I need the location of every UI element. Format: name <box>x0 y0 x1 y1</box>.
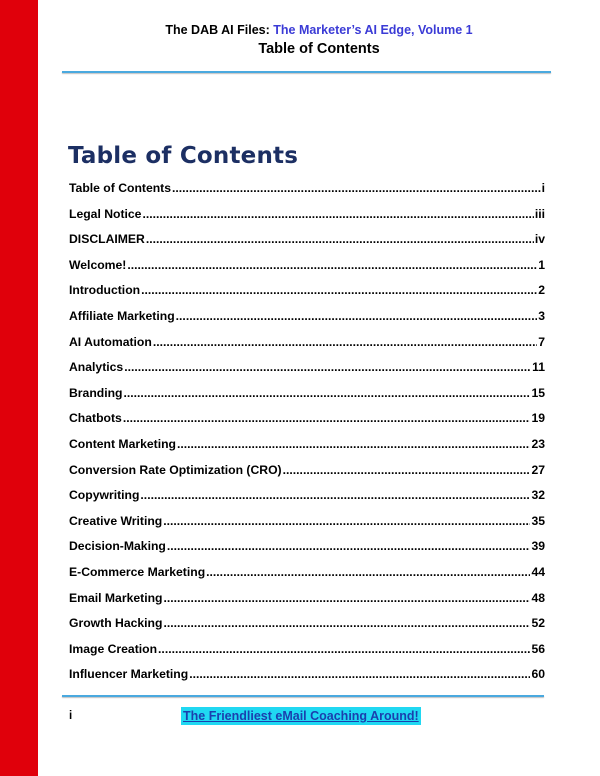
toc-dot-leader <box>141 283 537 297</box>
toc-entry[interactable] <box>69 207 545 233</box>
toc-entry-title: Affiliate Marketing <box>69 308 175 323</box>
toc-entry-page: 56 <box>531 641 545 656</box>
toc-entry[interactable] <box>69 386 545 412</box>
toc-entry[interactable] <box>69 335 545 361</box>
page-header <box>38 22 600 58</box>
toc-dot-leader <box>124 386 531 400</box>
toc-dot-leader <box>158 642 530 656</box>
toc-entry-page: 2 <box>538 283 545 298</box>
toc-entry-title: DISCLAIMER <box>69 232 145 247</box>
toc-entry-title: Email Marketing <box>69 590 163 605</box>
toc-dot-leader <box>123 411 531 425</box>
toc-entry-title: Copywriting <box>69 488 140 503</box>
toc-dot-leader <box>177 437 530 451</box>
toc-entry[interactable] <box>69 667 545 693</box>
toc-entry[interactable] <box>69 258 545 284</box>
header-rule <box>62 71 551 73</box>
toc-dot-leader <box>140 488 530 502</box>
toc-entry[interactable] <box>69 360 545 386</box>
toc-entry-title: Growth Hacking <box>69 616 163 631</box>
toc-entry-title: Legal Notice <box>69 206 142 221</box>
footer-page-number: i <box>69 710 73 722</box>
toc-entry-page: 23 <box>531 436 545 451</box>
toc-entry-title: Chatbots <box>69 411 122 426</box>
document-title-volume: The Marketer’s AI Edge, Volume 1 <box>273 23 473 37</box>
toc-entry-title: Image Creation <box>69 641 158 656</box>
toc-entry-title: Table of Contents <box>69 181 172 195</box>
toc-entry[interactable] <box>69 488 545 514</box>
toc-dot-leader <box>124 360 531 374</box>
toc-dot-leader <box>127 258 537 272</box>
toc-entry[interactable] <box>69 514 545 540</box>
header-subtitle: Table of Contents <box>258 41 380 57</box>
left-red-bar <box>0 0 38 776</box>
toc-dot-leader <box>142 207 533 221</box>
toc-entry-title: Influencer Marketing <box>69 667 189 682</box>
toc-entry[interactable] <box>69 591 545 617</box>
toc-entry-page: 1 <box>538 257 545 272</box>
toc-entry[interactable] <box>69 437 545 463</box>
toc-dot-leader <box>189 667 530 681</box>
footer-rule <box>62 695 544 697</box>
toc-entry[interactable] <box>69 181 545 207</box>
toc-entry-page: 48 <box>531 590 545 605</box>
toc-entry[interactable] <box>69 411 545 437</box>
toc-entry-page: 32 <box>531 488 545 503</box>
toc-entry-title: E-Commerce Marketing <box>69 564 206 579</box>
toc-dot-leader <box>163 591 530 605</box>
toc-entry[interactable] <box>69 539 545 565</box>
toc-heading: Table of Contents <box>68 143 299 169</box>
toc-list <box>69 181 545 693</box>
toc-dot-leader <box>176 309 538 323</box>
toc-dot-leader <box>283 463 531 477</box>
toc-entry-title: Content Marketing <box>69 436 176 451</box>
toc-entry-title: Welcome! <box>69 257 127 272</box>
toc-entry[interactable] <box>69 616 545 642</box>
toc-dot-leader <box>163 616 530 630</box>
toc-dot-leader <box>167 539 531 553</box>
toc-entry-page: 7 <box>538 334 545 349</box>
toc-entry-title: Decision-Making <box>69 539 166 554</box>
toc-entry-page: 44 <box>531 564 545 579</box>
toc-entry-page: iv <box>534 232 545 247</box>
toc-entry-page: 27 <box>531 462 545 477</box>
toc-entry-page: iii <box>534 206 545 221</box>
document-title <box>38 22 600 38</box>
toc-dot-leader <box>153 335 537 349</box>
footer-tagline-link[interactable]: The Friendliest eMail Coaching Around! <box>183 709 419 723</box>
toc-entry-title: Conversion Rate Optimization (CRO) <box>69 462 282 477</box>
toc-entry-title: Introduction <box>69 283 141 298</box>
toc-entry-page: 52 <box>531 616 545 631</box>
toc-entry-title: AI Automation <box>69 334 152 349</box>
toc-entry[interactable] <box>69 283 545 309</box>
toc-entry-page: 60 <box>531 667 545 682</box>
toc-dot-leader <box>206 565 530 579</box>
toc-entry[interactable] <box>69 309 545 335</box>
toc-entry-title: Branding <box>69 385 123 400</box>
toc-entry-page: 3 <box>538 308 545 323</box>
toc-entry[interactable] <box>69 463 545 489</box>
toc-entry-page: 19 <box>531 411 545 426</box>
toc-dot-leader <box>163 514 530 528</box>
toc-dot-leader <box>146 232 534 246</box>
toc-entry-title: Analytics <box>69 360 124 375</box>
toc-entry[interactable] <box>69 565 545 591</box>
toc-entry-page: 39 <box>531 539 545 554</box>
toc-entry-page: i <box>541 181 545 195</box>
toc-entry-page: 11 <box>532 360 545 375</box>
toc-entry-title: Creative Writing <box>69 513 163 528</box>
toc-entry[interactable] <box>69 642 545 668</box>
document-title-prefix: The DAB AI Files: <box>165 23 274 37</box>
toc-entry-page: 15 <box>531 385 545 400</box>
toc-entry[interactable] <box>69 232 545 258</box>
toc-entry-page: 35 <box>531 513 545 528</box>
toc-dot-leader <box>172 181 541 195</box>
